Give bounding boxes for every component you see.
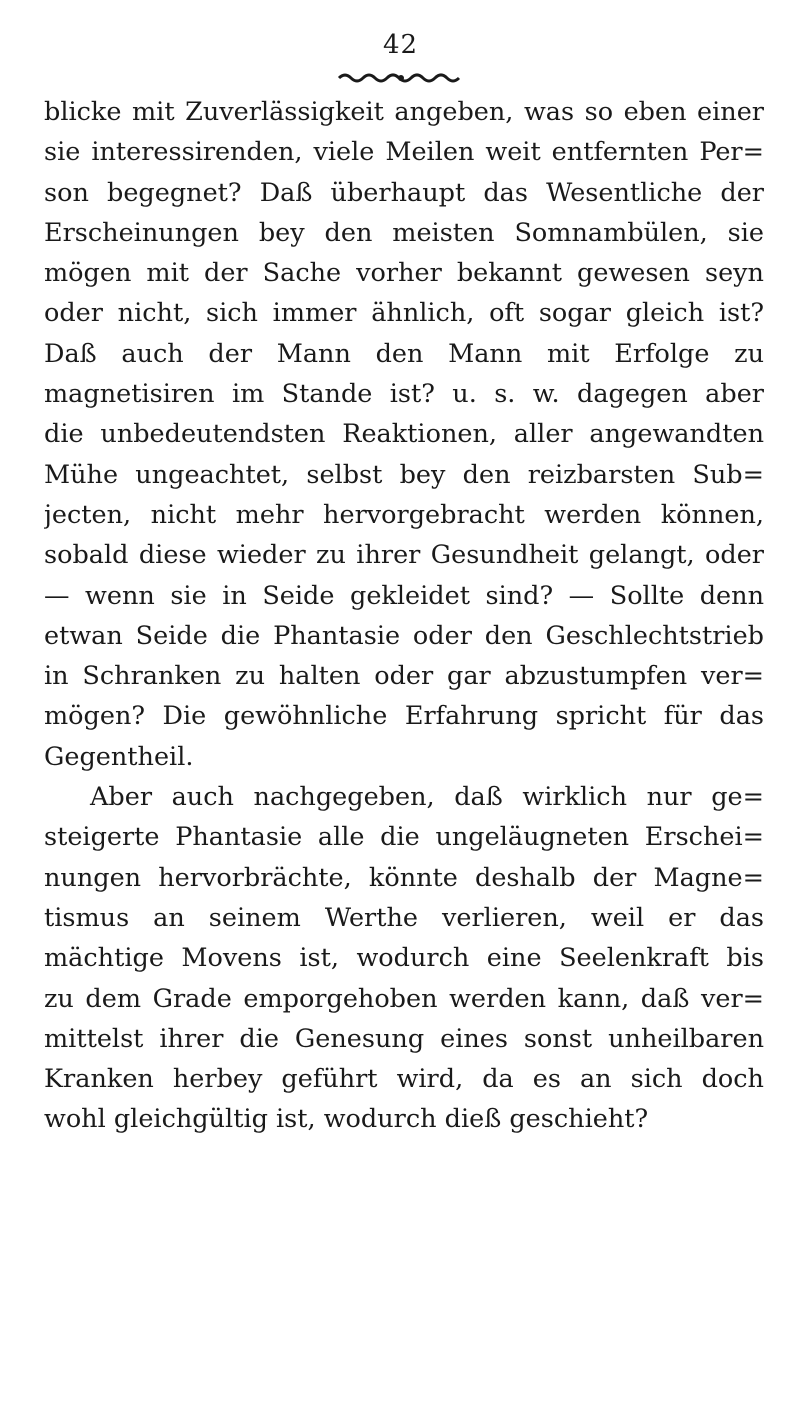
body-text <box>44 92 764 1140</box>
text-line: Daß auch der Mann den Mann mit Erfolge zu <box>44 338 764 369</box>
text-line: — wenn sie in Seide gekleidet sind? — Sollte denn <box>44 580 764 611</box>
text-line: steigerte Phantasie alle die ungeläugneten Erschei= <box>44 822 764 853</box>
text-line: Aber auch nachgegeben, daß wirklich nur ge= <box>90 782 764 813</box>
decorative-ornament <box>335 66 467 86</box>
text-line: jecten, nicht mehr hervorgebracht werden können, <box>44 499 764 530</box>
text-line: mittelst ihrer die Genesung eines sonst unheilbaren <box>44 1023 764 1054</box>
text-line: mächtige Movens ist, wodurch eine Seelenkraft bis <box>44 943 764 974</box>
text-line: sobald diese wieder zu ihrer Gesundheit gelangt, oder <box>44 540 764 571</box>
text-line: etwan Seide die Phantasie oder den Geschlechtstrieb <box>44 620 764 651</box>
text-line: Erscheinungen bey den meisten Somnambülen, sie <box>44 217 764 248</box>
text-line: nungen hervorbrächte, könnte deshalb der Magne= <box>44 862 764 893</box>
text-line: son begegnet? Daß überhaupt das Wesentliche der <box>44 177 764 208</box>
text-line: blicke mit Zuverlässigkeit angeben, was so eben einer <box>44 97 764 127</box>
text-line: tismus an seinem Werthe verlieren, weil er das <box>44 902 764 933</box>
text-line: magnetisiren im Stande ist? u. s. w. dagegen aber <box>44 379 764 410</box>
text-line: zu dem Grade emporgehoben werden kann, daß ver= <box>44 983 764 1014</box>
text-line: Mühe ungeachtet, selbst bey den reizbarsten Sub= <box>44 459 764 490</box>
text-line: Gegentheil. <box>44 741 194 772</box>
text-line: Kranken herbey geführt wird, da es an sich doch <box>44 1064 764 1095</box>
text-line: mögen mit der Sache vorher bekannt gewesen seyn <box>44 258 764 289</box>
text-line: oder nicht, sich immer ähnlich, oft sogar gleich ist? <box>44 298 764 329</box>
text-line: mögen? Die gewöhnliche Erfahrung spricht für das <box>44 701 764 732</box>
text-line: in Schranken zu halten oder gar abzustumpfen ver= <box>44 661 764 692</box>
text-line: wohl gleichgültig ist, wodurch dieß geschieht? <box>44 1104 649 1135</box>
text-line: die unbedeutendsten Reaktionen, aller angewandten <box>44 419 764 450</box>
page-number: 42 <box>382 30 419 60</box>
text-line: sie interessirenden, viele Meilen weit entfernten Per= <box>44 137 764 168</box>
